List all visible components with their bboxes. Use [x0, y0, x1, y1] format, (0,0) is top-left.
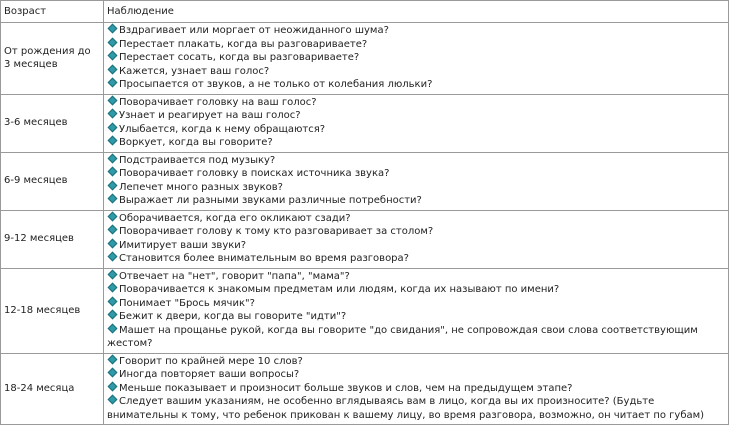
observation-item [107, 24, 725, 38]
diamond-bullet-icon [108, 37, 118, 47]
age-cell: 18-24 месяца [1, 353, 104, 425]
observation-text: Имитирует ваши звуки? [119, 239, 247, 251]
observation-item [107, 78, 725, 92]
observation-text: Поворачивается к знакомым предметам или людям, когда их называют по имени? [119, 284, 560, 295]
observation-item [107, 297, 725, 311]
diamond-bullet-icon [108, 225, 118, 235]
observation-cell [104, 210, 729, 268]
observation-cell [104, 94, 729, 152]
header-row [1, 1, 729, 23]
table-body [1, 23, 729, 425]
observation-text: Лепечет много разных звуков? [119, 181, 283, 193]
age-cell: 3-6 месяцев [1, 94, 104, 152]
diamond-bullet-icon [108, 122, 118, 132]
observation-item [107, 225, 725, 239]
diamond-bullet-icon [108, 238, 118, 248]
table-row [1, 210, 729, 268]
header-observation: Наблюдение [104, 1, 729, 23]
observation-item [107, 38, 725, 52]
observation-item [107, 368, 725, 382]
observation-item [107, 252, 725, 266]
diamond-bullet-icon [108, 395, 118, 405]
age-cell: 9-12 месяцев [1, 210, 104, 268]
observation-text: Машет на прощанье рукой, когда вы говорите "до свидания", не сопровождая свои слова соответствующим жестом? [107, 324, 698, 349]
observation-item [107, 395, 725, 422]
diamond-bullet-icon [108, 354, 118, 364]
observation-text: Улыбается, когда к нему обращаются? [119, 123, 326, 135]
observation-text: Перестает плакать, когда вы разговариваете? [119, 38, 368, 50]
observation-item [107, 239, 725, 253]
observation-text: Отвечает на "нет", говорит "папа", "мама"? [119, 270, 350, 282]
diamond-bullet-icon [108, 136, 118, 146]
observation-item [107, 109, 725, 123]
observation-item [107, 65, 725, 79]
diamond-bullet-icon [108, 296, 118, 306]
diamond-bullet-icon [108, 78, 118, 88]
observation-text: Поворачивает голову к тому кто разговаривает за столом? [119, 226, 434, 237]
diamond-bullet-icon [108, 252, 118, 262]
table-row [1, 268, 729, 353]
observation-text: Оборачивается, когда его окликают сзади? [119, 212, 351, 224]
observation-text: Меньше показывает и произносит больше звуков и слов, чем на предыдущем этапе? [119, 382, 573, 394]
diamond-bullet-icon [108, 109, 118, 119]
table-row [1, 94, 729, 152]
diamond-bullet-icon [108, 180, 118, 190]
diamond-bullet-icon [108, 194, 118, 204]
observation-text: Узнает и реагирует на ваш голос? [119, 110, 301, 121]
observation-item [107, 324, 725, 351]
observation-item [107, 270, 725, 284]
observation-cell [104, 268, 729, 353]
diamond-bullet-icon [108, 64, 118, 74]
observation-item [107, 96, 725, 110]
header-age: Возраст [1, 1, 104, 23]
observation-item [107, 382, 725, 396]
observation-text: Перестает сосать, когда вы разговариваете? [119, 52, 360, 63]
diamond-bullet-icon [108, 95, 118, 105]
observation-item [107, 136, 725, 150]
observation-cell [104, 353, 729, 425]
observation-item [107, 212, 725, 226]
observation-item [107, 310, 725, 324]
observation-text: Вздрагивает или моргает от неожиданного шума? [119, 25, 389, 36]
observation-text: Бежит к двери, когда вы говорите "идти"? [119, 311, 347, 322]
age-cell: От рождения до 3 месяцев [1, 23, 104, 95]
observation-item [107, 355, 725, 369]
diamond-bullet-icon [108, 269, 118, 279]
diamond-bullet-icon [108, 381, 118, 391]
diamond-bullet-icon [108, 323, 118, 333]
observation-item [107, 194, 725, 208]
observation-item [107, 51, 725, 65]
observation-item [107, 154, 725, 168]
age-cell: 6-9 месяцев [1, 152, 104, 210]
diamond-bullet-icon [108, 51, 118, 61]
table-row [1, 152, 729, 210]
observation-text: Становится более внимательным во время разговора? [119, 253, 409, 264]
diamond-bullet-icon [108, 211, 118, 221]
observation-text: Воркует, когда вы говорите? [119, 137, 273, 148]
diamond-bullet-icon [108, 283, 118, 293]
observation-text: Поворачивает головку в поисках источника звука? [119, 168, 390, 179]
observation-text: Следует вашим указаниям, не особенно вглядываясь вам в лицо, когда вы их произносите? (Будьте внимательны к тому, что ребенок прикован к вашему лицу, во время разговора, возможно, он читает по губам) [107, 396, 705, 421]
diamond-bullet-icon [108, 167, 118, 177]
observation-item [107, 167, 725, 181]
diamond-bullet-icon [108, 368, 118, 378]
observation-text: Просыпается от звуков, а не только от колебания люльки? [119, 79, 433, 90]
observation-item [107, 123, 725, 137]
table-row [1, 353, 729, 425]
observation-text: Подстраивается под музыку? [119, 154, 276, 166]
observation-cell [104, 23, 729, 95]
table-row [1, 23, 729, 95]
observation-text: Поворачивает головку на ваш голос? [119, 96, 317, 108]
observation-text: Выражает ли разными звуками различные потребности? [119, 195, 422, 206]
observation-item [107, 283, 725, 297]
observation-text: Говорит по крайней мере 10 слов? [119, 355, 303, 367]
diamond-bullet-icon [108, 153, 118, 163]
diamond-bullet-icon [108, 24, 118, 34]
observation-item [107, 181, 725, 195]
observation-cell [104, 152, 729, 210]
observation-text: Понимает "Брось мячик"? [119, 297, 255, 309]
observation-text: Кажется, узнает ваш голос? [119, 65, 270, 77]
diamond-bullet-icon [108, 310, 118, 320]
observation-text: Иногда повторяет ваши вопросы? [119, 369, 300, 380]
age-cell: 12-18 месяцев [1, 268, 104, 353]
